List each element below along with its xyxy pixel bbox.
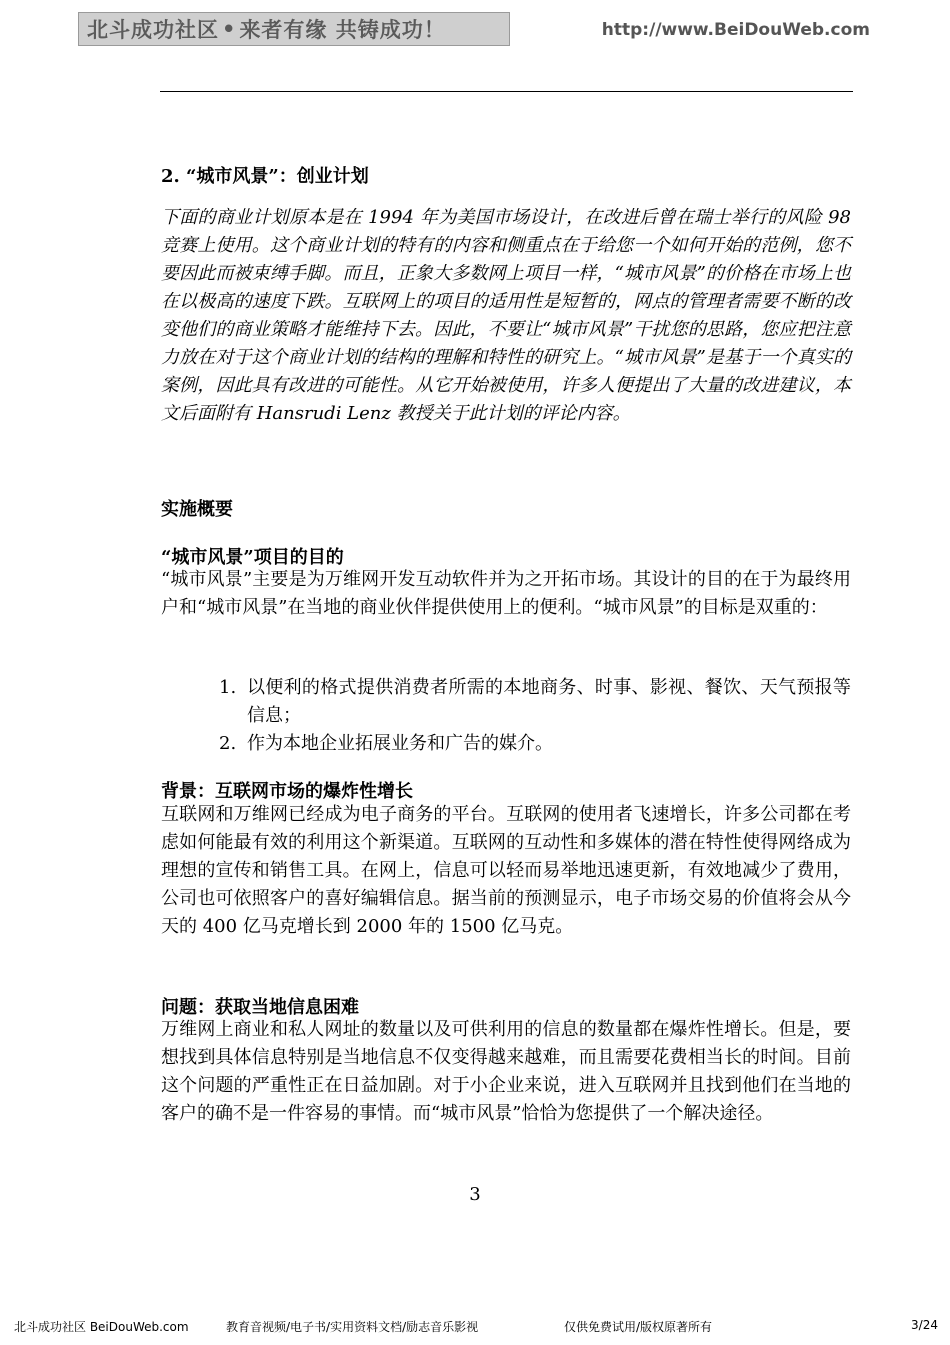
intro-paragraph: 下面的商业计划原本是在 1994 年为美国市场设计，在改进后曾在瑞士举行的风险 98 竞赛上使用。这个商业计划的特有的内容和侧重点在于给您一个如何开始的范例，您不要因此而被束缚手脚。而且，正象大多数网上项目一样，“城市风景”的价格在市场上也在以极高的速度下跌。互联网上的项目的适用性是短暂的，网点的管理者需要不断的改变他们的商业策略才能维持下去。因此，不要让“城市风景”干扰您的思路，您应把注意力放在对于这个商业计划的结构的理解和特性的研究上。“城市风景”是基于一个真实的案例，因此具有改进的可能性。从它开始被使用，许多人便提出了大量的改进建议，本文后面附有 Hansrudi Lenz 教授关于此计划的评论内容。	[161, 207, 851, 424]
banner-separator: •	[222, 17, 237, 41]
site-banner	[78, 12, 510, 46]
goal-heading: “城市风景”项目的目的	[161, 547, 344, 568]
list-item	[219, 674, 851, 730]
list-number: 2.	[219, 733, 237, 754]
goal-paragraph: “城市风景”主要是为万维网开发互动软件并为之开拓市场。其设计的目的在于为最终用户和“城市风景”在当地的商业伙伴提供使用上的便利。“城市风景”的目标是双重的：	[161, 569, 851, 618]
list-text: 以便利的格式提供消费者所需的本地商务、时事、影视、餐饮、天气预报等信息；	[247, 677, 851, 726]
footer-site: 北斗成功社区 BeiDouWeb.com	[14, 1320, 189, 1334]
banner-slogan: 来者有缘 共铸成功！	[239, 18, 446, 42]
summary-heading: 实施概要	[161, 499, 233, 520]
list-item	[219, 730, 851, 758]
background-heading: 背景：互联网市场的爆炸性增长	[161, 781, 413, 802]
page-number: 3	[469, 1184, 481, 1205]
section-title: 2. “城市风景”：创业计划	[161, 166, 369, 187]
header-divider	[160, 91, 853, 92]
banner-site-name: 北斗成功社区	[87, 18, 219, 42]
footer-categories: 教育音视频/电子书/实用资料文档/励志音乐影视	[226, 1320, 479, 1334]
footer-notice: 仅供免费试用/版权原著所有	[564, 1320, 713, 1334]
site-url[interactable]: http://www.BeiDouWeb.com	[601, 20, 870, 40]
list-number: 1.	[219, 677, 237, 698]
problem-heading: 问题：获取当地信息困难	[161, 997, 359, 1018]
list-text: 作为本地企业拓展业务和广告的媒介。	[247, 733, 553, 754]
background-paragraph: 互联网和万维网已经成为电子商务的平台。互联网的使用者飞速增长，许多公司都在考虑如何能最有效的利用这个新渠道。互联网的互动性和多媒体的潜在特性使得网络成为理想的宣传和销售工具。在网上，信息可以轻而易举地迅速更新，有效地减少了费用，公司也可依照客户的喜好编辑信息。据当前的预测显示，电子市场交易的价值将会从今天的 400 亿马克增长到 2000 年的 1500 亿马克。	[161, 804, 851, 937]
problem-paragraph: 万维网上商业和私人网址的数量以及可供利用的信息的数量都在爆炸性增长。但是，要想找到具体信息特别是当地信息不仅变得越来越难，而且需要花费相当长的时间。目前这个问题的严重性正在日益加剧。对于小企业来说，进入互联网并且找到他们在当地的客户的确不是一件容易的事情。而“城市风景”恰恰为您提供了一个解决途径。	[161, 1019, 851, 1124]
goal-list	[219, 674, 851, 758]
footer-page-count: 3/24	[911, 1318, 938, 1332]
